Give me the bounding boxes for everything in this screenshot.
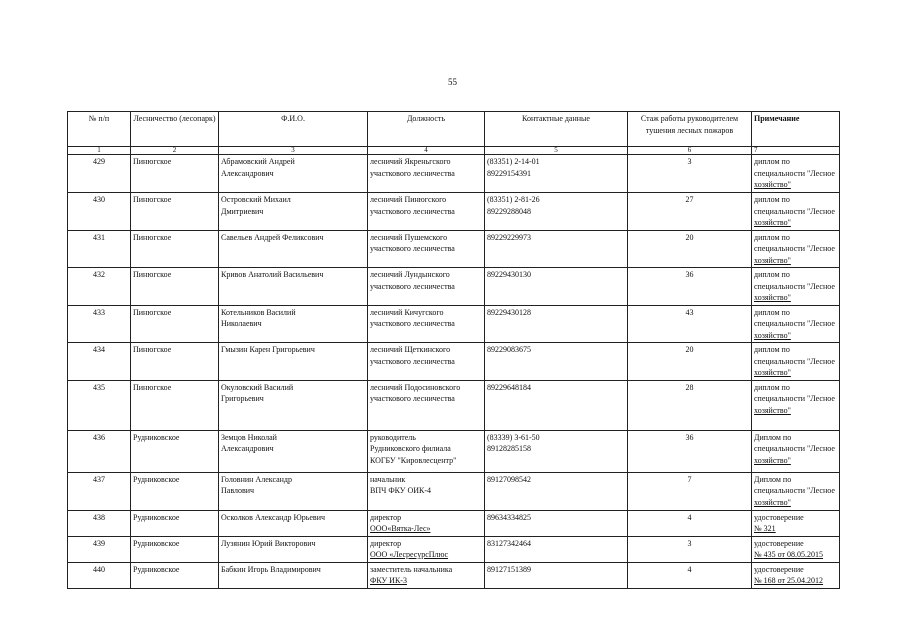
cell-line: участкового лесничества	[370, 244, 455, 253]
cell-text: 28	[685, 382, 694, 392]
cell-number	[68, 230, 131, 268]
cell-contacts	[485, 562, 628, 588]
cell-line: специальности "Лесное	[754, 319, 835, 328]
cell-line: Бабкин Игорь Владимирович	[221, 564, 321, 574]
cell-line: лесничий Якреньгского	[370, 157, 451, 166]
cell-experience	[628, 380, 752, 430]
cell-line: лесничий Подосиновского	[370, 382, 461, 392]
cell-line: 89128285158	[487, 444, 531, 453]
cell-line: хозяйство"	[754, 405, 791, 415]
column-number: 7	[752, 147, 840, 155]
cell-line: специальности "Лесное	[754, 206, 835, 216]
cell-line: диплом по	[754, 307, 790, 317]
cell-contacts	[485, 305, 628, 343]
cell-note	[752, 430, 840, 472]
cell-number	[68, 380, 131, 430]
cell-forestry	[131, 268, 219, 306]
cell-line: № 321	[754, 524, 776, 533]
cell-line: заместитель начальника	[370, 564, 453, 574]
cell-line: КОГБУ "Кировлесцентр"	[370, 455, 457, 465]
cell-text: Пинюгское	[133, 345, 172, 354]
cell-text: Пинюгское	[133, 195, 172, 204]
cell-line: начальник	[370, 474, 406, 484]
cell-line: Окуловский Василий	[221, 382, 294, 392]
cell-note	[752, 536, 840, 562]
table-row	[68, 430, 840, 472]
cell-line: лесничий Кичугского	[370, 307, 444, 317]
cell-line: Рудниковского филиала	[370, 444, 451, 453]
cell-line: Григорьевич	[221, 394, 264, 403]
cell-text: Пинюгское	[133, 157, 172, 166]
cell-line: диплом по	[754, 195, 790, 204]
cell-text: Рудниковское	[133, 474, 180, 484]
cell-line: 89229154391	[487, 168, 531, 178]
cell-contacts	[485, 343, 628, 381]
cell-line: удостоверение	[754, 512, 804, 522]
cell-line: 89634334825	[487, 512, 531, 522]
cell-contacts	[485, 536, 628, 562]
cell-experience	[628, 268, 752, 306]
cell-line: специальности "Лесное	[754, 444, 835, 453]
table-body	[68, 155, 840, 589]
cell-text: 3	[687, 538, 692, 548]
cell-full-name	[219, 193, 368, 231]
cell-full-name	[219, 430, 368, 472]
cell-text: 4	[687, 564, 692, 574]
cell-line: участкового лесничества	[370, 206, 455, 216]
cell-number	[68, 268, 131, 306]
cell-text: 435	[93, 382, 105, 392]
cell-line: № 435 от 08.05.2015	[754, 550, 824, 559]
cell-position	[368, 193, 485, 231]
cell-forestry	[131, 305, 219, 343]
table-row	[68, 562, 840, 588]
column-number: 5	[485, 147, 628, 155]
cell-experience	[628, 343, 752, 381]
table-row	[68, 155, 840, 193]
cell-line: специальности "Лесное	[754, 394, 835, 403]
cell-experience	[628, 155, 752, 193]
cell-position	[368, 155, 485, 193]
cell-line: директор	[370, 512, 402, 522]
cell-line: ВПЧ ФКУ ОИК-4	[370, 486, 432, 495]
header-full-name: Ф.И.О.	[219, 112, 368, 147]
cell-forestry	[131, 430, 219, 472]
cell-note	[752, 193, 840, 231]
cell-position	[368, 305, 485, 343]
table-row	[68, 268, 840, 306]
cell-text: 4	[687, 512, 692, 522]
header-row	[68, 112, 840, 147]
cell-line: хозяйство"	[754, 330, 791, 340]
header-note: Примечание	[752, 112, 840, 147]
cell-number	[68, 472, 131, 510]
cell-line: специальности "Лесное	[754, 356, 835, 366]
cell-text: 43	[685, 307, 694, 317]
cell-line: лесничий Щеткинского	[370, 345, 451, 354]
cell-line: хозяйство"	[754, 368, 791, 377]
cell-position	[368, 268, 485, 306]
cell-text: Пинюгское	[133, 307, 172, 317]
cell-text: Пинюгское	[133, 270, 172, 279]
header-forestry: Лесничество (лесопарк)	[131, 112, 219, 147]
cell-line: лесничий Пушемского	[370, 232, 448, 242]
cell-note	[752, 155, 840, 193]
cell-line: 89229430128	[487, 307, 531, 317]
cell-line: 89229648184	[487, 382, 531, 392]
cell-position	[368, 430, 485, 472]
table-row	[68, 472, 840, 510]
table-row	[68, 510, 840, 536]
cell-note	[752, 380, 840, 430]
cell-forestry	[131, 472, 219, 510]
cell-line: Головнин Александр	[221, 474, 292, 484]
cell-text: 20	[685, 232, 694, 242]
cell-contacts	[485, 193, 628, 231]
cell-line: (83339) 3-61-50	[487, 432, 540, 442]
cell-line: 89229083675	[487, 345, 531, 354]
cell-line: Лузянин Юрий Викторович	[221, 538, 316, 548]
page-number: 55	[448, 77, 457, 87]
cell-text: 20	[685, 345, 694, 354]
cell-line: участкового лесничества	[370, 281, 455, 291]
cell-text: Пинюгское	[133, 232, 172, 242]
cell-full-name	[219, 536, 368, 562]
header-position: Должность	[368, 112, 485, 147]
cell-line: Гмызин Карен Григорьевич	[221, 345, 315, 354]
cell-full-name	[219, 510, 368, 536]
cell-forestry	[131, 193, 219, 231]
cell-line: хозяйство"	[754, 455, 791, 465]
cell-note	[752, 230, 840, 268]
column-number: 4	[368, 147, 485, 155]
cell-experience	[628, 305, 752, 343]
cell-text: Пинюгское	[133, 382, 172, 392]
cell-contacts	[485, 230, 628, 268]
cell-text: 434	[93, 345, 105, 354]
cell-line: удостоверение	[754, 564, 804, 574]
cell-line: удостоверение	[754, 538, 804, 548]
cell-line: участкового лесничества	[370, 168, 455, 178]
cell-line: участкового лесничества	[370, 356, 455, 366]
cell-line: Николаевич	[221, 319, 262, 328]
cell-line: Диплом по	[754, 432, 792, 442]
cell-line: хозяйство"	[754, 497, 791, 507]
cell-line: ООО«Вятка-Лес»	[370, 524, 431, 533]
cell-line: специальности "Лесное	[754, 168, 835, 178]
cell-line: диплом по	[754, 382, 790, 392]
cell-text: 3	[687, 157, 692, 166]
cell-forestry	[131, 562, 219, 588]
cell-number	[68, 155, 131, 193]
cell-line: участкового лесничества	[370, 394, 455, 403]
cell-number	[68, 193, 131, 231]
cell-line: хозяйство"	[754, 180, 791, 189]
cell-line: специальности "Лесное	[754, 281, 835, 291]
cell-experience	[628, 193, 752, 231]
cell-line: Александрович	[221, 444, 274, 453]
cell-line: лесничий Пинюгского	[370, 195, 447, 204]
cell-line: Котельников Василий	[221, 307, 296, 317]
cell-experience	[628, 536, 752, 562]
cell-note	[752, 305, 840, 343]
cell-forestry	[131, 155, 219, 193]
cell-note	[752, 343, 840, 381]
cell-line: 89127098542	[487, 474, 531, 484]
cell-line: диплом по	[754, 232, 790, 242]
cell-text: 437	[93, 474, 105, 484]
cell-text: 36	[685, 270, 694, 279]
cell-line: (83351) 2-14-01	[487, 157, 540, 166]
cell-note	[752, 472, 840, 510]
cell-line: 89229430130	[487, 270, 531, 279]
cell-line: Осколков Александр Юрьевич	[221, 512, 326, 522]
cell-full-name	[219, 268, 368, 306]
cell-line: специальности "Лесное	[754, 244, 835, 253]
column-number: 3	[219, 147, 368, 155]
cell-experience	[628, 562, 752, 588]
cell-contacts	[485, 430, 628, 472]
cell-line: № 168 от 25.04.2012	[754, 576, 824, 585]
cell-number	[68, 343, 131, 381]
column-number-row	[68, 147, 840, 155]
cell-text: 430	[93, 195, 105, 204]
cell-line: Кривов Анатолий Васильевич	[221, 270, 324, 279]
cell-line: хозяйство"	[754, 218, 791, 227]
cell-forestry	[131, 510, 219, 536]
cell-line: ФКУ ИК-3	[370, 576, 407, 585]
cell-text: 431	[93, 232, 105, 242]
cell-line: 89127151389	[487, 564, 531, 574]
cell-position	[368, 472, 485, 510]
cell-experience	[628, 510, 752, 536]
cell-text: 433	[93, 307, 105, 317]
cell-note	[752, 562, 840, 588]
cell-line: хозяйство"	[754, 255, 791, 265]
table-row	[68, 230, 840, 268]
cell-full-name	[219, 155, 368, 193]
cell-text: 436	[93, 432, 105, 442]
cell-position	[368, 562, 485, 588]
cell-line: Земцов Николай	[221, 432, 277, 442]
cell-text: Рудниковское	[133, 432, 180, 442]
cell-line: Абрамовский Андрей	[221, 157, 295, 166]
cell-note	[752, 268, 840, 306]
cell-line: 83127342464	[487, 538, 531, 548]
cell-line: ООО «ЛесресурсПлюс	[370, 550, 449, 559]
cell-number	[68, 562, 131, 588]
cell-line: Павлович	[221, 486, 255, 495]
cell-line: директор	[370, 538, 402, 548]
cell-position	[368, 510, 485, 536]
cell-line: Дмитриевич	[221, 206, 264, 216]
column-number: 6	[628, 147, 752, 155]
cell-text: 438	[93, 512, 105, 522]
cell-full-name	[219, 305, 368, 343]
column-number: 2	[131, 147, 219, 155]
cell-line: 89229229973	[487, 232, 531, 242]
cell-text: 27	[685, 195, 694, 204]
cell-forestry	[131, 380, 219, 430]
cell-line: Александрович	[221, 168, 274, 178]
cell-experience	[628, 430, 752, 472]
cell-forestry	[131, 230, 219, 268]
cell-position	[368, 380, 485, 430]
cell-line: специальности "Лесное	[754, 486, 835, 495]
cell-text: Рудниковское	[133, 564, 180, 574]
table-row	[68, 380, 840, 430]
cell-full-name	[219, 562, 368, 588]
cell-full-name	[219, 343, 368, 381]
cell-text: 429	[93, 157, 105, 166]
cell-position	[368, 343, 485, 381]
cell-text: 36	[685, 432, 694, 442]
cell-text: 7	[687, 474, 692, 484]
header-number: № п/п	[68, 112, 131, 147]
cell-number	[68, 510, 131, 536]
header-contacts: Контактные данные	[485, 112, 628, 147]
cell-forestry	[131, 343, 219, 381]
cell-position	[368, 230, 485, 268]
cell-full-name	[219, 380, 368, 430]
cell-contacts	[485, 472, 628, 510]
cell-line: 89229288048	[487, 206, 531, 216]
cell-line: диплом по	[754, 157, 790, 166]
table-row	[68, 343, 840, 381]
cell-full-name	[219, 230, 368, 268]
registry-table	[67, 111, 840, 589]
cell-contacts	[485, 380, 628, 430]
cell-line: (83351) 2-81-26	[487, 195, 540, 204]
cell-text: Рудниковское	[133, 512, 180, 522]
cell-text: 440	[93, 564, 105, 574]
cell-line: лесничий Лундынского	[370, 270, 450, 279]
cell-line: руководитель	[370, 432, 416, 442]
cell-text: Рудниковское	[133, 538, 180, 548]
cell-note	[752, 510, 840, 536]
cell-forestry	[131, 536, 219, 562]
cell-number	[68, 430, 131, 472]
cell-line: Савельев Андрей Феликсович	[221, 232, 324, 242]
cell-line: Островский Михаил	[221, 195, 291, 204]
cell-line: Диплом по	[754, 474, 792, 484]
table-row	[68, 193, 840, 231]
header-experience: Стаж работы руководителем тушения лесных пожаров	[628, 112, 752, 147]
table-row	[68, 305, 840, 343]
cell-number	[68, 305, 131, 343]
cell-contacts	[485, 510, 628, 536]
cell-line: участкового лесничества	[370, 319, 455, 328]
cell-text: 432	[93, 270, 105, 279]
column-number: 1	[68, 147, 131, 155]
cell-contacts	[485, 155, 628, 193]
cell-experience	[628, 230, 752, 268]
cell-experience	[628, 472, 752, 510]
table-row	[68, 536, 840, 562]
cell-full-name	[219, 472, 368, 510]
cell-line: диплом по	[754, 345, 790, 354]
cell-contacts	[485, 268, 628, 306]
cell-number	[68, 536, 131, 562]
cell-position	[368, 536, 485, 562]
cell-text: 439	[93, 538, 105, 548]
cell-line: хозяйство"	[754, 293, 791, 302]
cell-line: диплом по	[754, 270, 790, 279]
